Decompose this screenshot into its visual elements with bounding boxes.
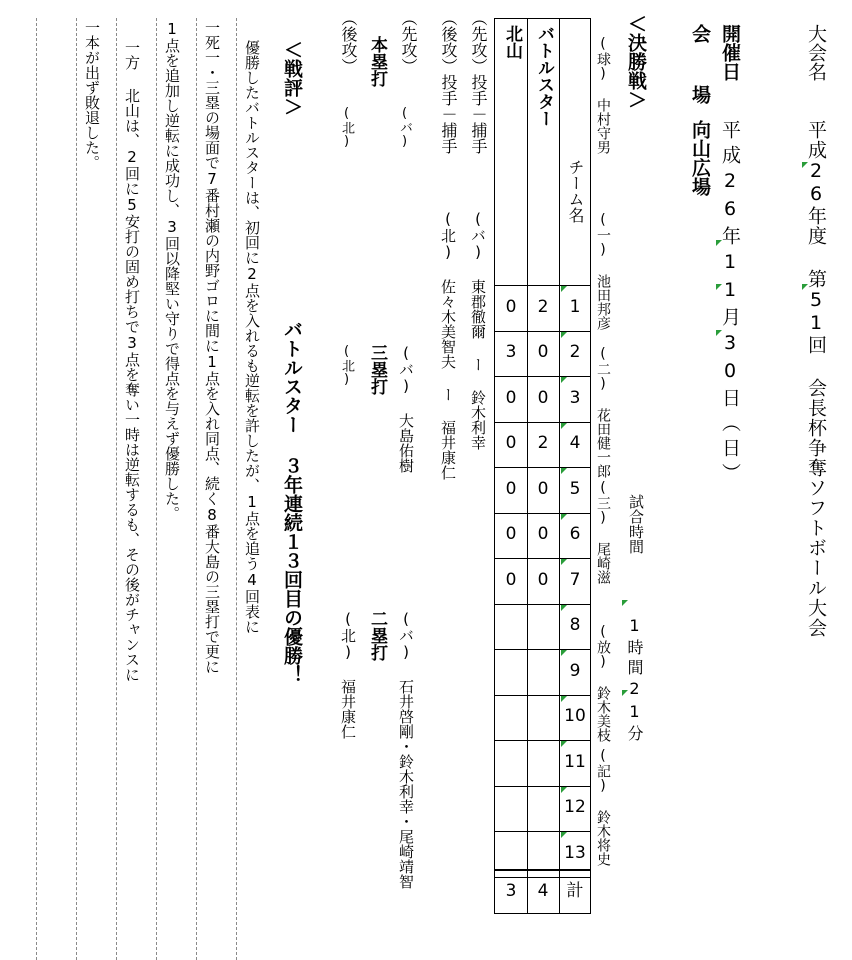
team-name-first: バトルスター (534, 25, 554, 127)
triple-label: 三塁打 (367, 344, 387, 395)
cell-marker (561, 696, 567, 702)
double-second: (北) 福井康仁 (339, 610, 357, 739)
date-value: 平成26年11月30日（日） (719, 120, 741, 488)
hits-second-label: （後攻） (339, 10, 358, 74)
cell-marker (561, 832, 567, 838)
inning-score-first: 2 (537, 433, 549, 453)
homerun-first: (バ) (397, 106, 412, 149)
inning-score-first: 0 (537, 570, 549, 590)
battery-second: (北) 佐々木美智夫 ー 福井康仁 (439, 210, 457, 480)
team-name-header: チーム名 (566, 159, 585, 223)
scoreboard-row-line (495, 285, 590, 286)
date-label: 開催日 (719, 24, 741, 81)
inning-number: 6 (569, 524, 581, 544)
inning-score-second: 0 (505, 524, 517, 544)
separator-line (236, 18, 237, 960)
scoreboard-row-line (495, 467, 590, 468)
cell-marker (622, 600, 628, 606)
total-label: 計 (566, 881, 584, 901)
cell-marker (716, 240, 722, 246)
cell-marker (561, 514, 567, 520)
inning-number: 7 (569, 570, 581, 590)
venue-value: 向山広場 (689, 120, 711, 196)
inning-number: 12 (564, 797, 586, 817)
game-time-label: 試合時間 (627, 494, 645, 554)
inning-number: 10 (564, 706, 586, 726)
umpire-plate: (球) 中村守男 (595, 36, 611, 154)
inning-number: 3 (569, 388, 581, 408)
scoreboard-row-line (495, 558, 590, 559)
inning-number: 8 (569, 615, 581, 635)
scoreboard-row-line (495, 740, 590, 741)
inning-score-second: 3 (505, 342, 517, 362)
review-line-2: 一死一・三塁の場面で7番村瀬の内野ゴロに間に1点を入れ同点、続く8番大島の三塁打で更に (203, 20, 221, 674)
scoreboard-row-line (495, 831, 590, 832)
separator-line (36, 18, 37, 960)
umpire-first: (一) 池田邦彦 (595, 212, 611, 330)
double-label: 二塁打 (367, 610, 387, 661)
inning-number: 1 (569, 297, 581, 317)
umpire-second: (二) 花田健一郎 (595, 346, 611, 478)
umpire-broadcast: (放) 鈴木美枝 (595, 624, 611, 742)
review-line-4: 一方 北山は、2回に5安打の固め打ちで3点を奪い一時は逆転するも、その後がチャンスに (123, 40, 141, 682)
review-headline: バトルスター ３年連続１３回目の優勝！ (281, 320, 303, 684)
review-line-3: 1点を追加し逆転に成功し、3回以降堅い守りで得点を与えず優勝した。 (163, 20, 181, 521)
scoreboard-row-line (495, 604, 590, 605)
scoreboard-total-line (495, 869, 590, 871)
game-time-value: 1時間21分 (625, 616, 644, 745)
homerun-label: 本塁打 (367, 36, 387, 87)
tournament-name: 平成26年度 第51回 会長杯争奪ソフトボール大会 (805, 120, 827, 638)
triple-first: (バ) 大島佑樹 (397, 344, 415, 473)
cell-marker (622, 690, 628, 696)
separator-line (196, 18, 197, 960)
battery-first: (バ) 東郡徹爾 ー 鈴木利幸 (469, 210, 487, 450)
separator-line (116, 18, 117, 960)
total-score-first: 4 (537, 881, 549, 901)
total-score-second: 3 (505, 881, 517, 901)
cell-marker (802, 162, 808, 168)
inning-number: 9 (569, 661, 581, 681)
inning-score-first: 2 (537, 297, 549, 317)
inning-score-first: 0 (537, 342, 549, 362)
cell-marker (561, 650, 567, 656)
double-first: (バ) 石井啓剛・鈴木利幸・尾崎靖智 (397, 610, 415, 889)
inning-score-second: 0 (505, 433, 517, 453)
cell-marker (802, 284, 808, 290)
scoreboard-row-line (495, 376, 590, 377)
cell-marker (716, 330, 722, 336)
inning-score-second: 0 (505, 388, 517, 408)
inning-number: 13 (564, 843, 586, 863)
hits-first-label: （先攻） (399, 10, 418, 74)
scoreboard-row-line (495, 786, 590, 787)
inning-number: 11 (564, 752, 586, 772)
scoreboard-row-line (495, 649, 590, 650)
umpire-third: (三) 尾崎滋 (595, 480, 611, 584)
cell-marker (561, 605, 567, 611)
scoreboard-row-line (495, 695, 590, 696)
cell-marker (716, 284, 722, 290)
review-line-1: 優勝したバトルスターは、初回に2点を入れるも逆転を許したが、1点を追う4回表に (243, 40, 261, 634)
cell-marker (561, 741, 567, 747)
final-title: ＜決勝戦＞ (625, 14, 647, 109)
inning-number: 4 (569, 433, 581, 453)
inning-score-second: 0 (505, 297, 517, 317)
cell-marker (561, 423, 567, 429)
review-title: ＜戦評＞ (281, 40, 303, 116)
inning-score-first: 0 (537, 388, 549, 408)
battery-first-label: （先攻）投手－捕手 (469, 10, 488, 154)
homerun-second: (北) (339, 106, 354, 149)
scoreboard-row-line (495, 513, 590, 514)
team-name-second: 北山 (502, 25, 522, 59)
umpire-record: (記) 鈴木将史 (595, 748, 611, 866)
scoreboard-row-line (495, 877, 590, 878)
venue-label: 会 場 (689, 24, 711, 114)
battery-second-label: （後攻）投手－捕手 (439, 10, 458, 154)
scoreboard-row-line (495, 422, 590, 423)
scoreboard (494, 18, 591, 914)
scoreboard-row-line (495, 331, 590, 332)
cell-marker (561, 377, 567, 383)
tournament-label: 大会名 (805, 24, 827, 81)
cell-marker (561, 559, 567, 565)
separator-line (76, 18, 77, 960)
inning-score-second: 0 (505, 570, 517, 590)
triple-second: (北) (339, 344, 354, 387)
separator-line (156, 18, 157, 960)
inning-number: 5 (569, 479, 581, 499)
review-line-5: 一本が出ず敗退した。 (83, 20, 101, 170)
inning-score-first: 0 (537, 524, 549, 544)
inning-score-second: 0 (505, 479, 517, 499)
cell-marker (561, 286, 567, 292)
inning-score-first: 0 (537, 479, 549, 499)
cell-marker (561, 468, 567, 474)
cell-marker (561, 787, 567, 793)
cell-marker (561, 332, 567, 338)
inning-number: 2 (569, 342, 581, 362)
